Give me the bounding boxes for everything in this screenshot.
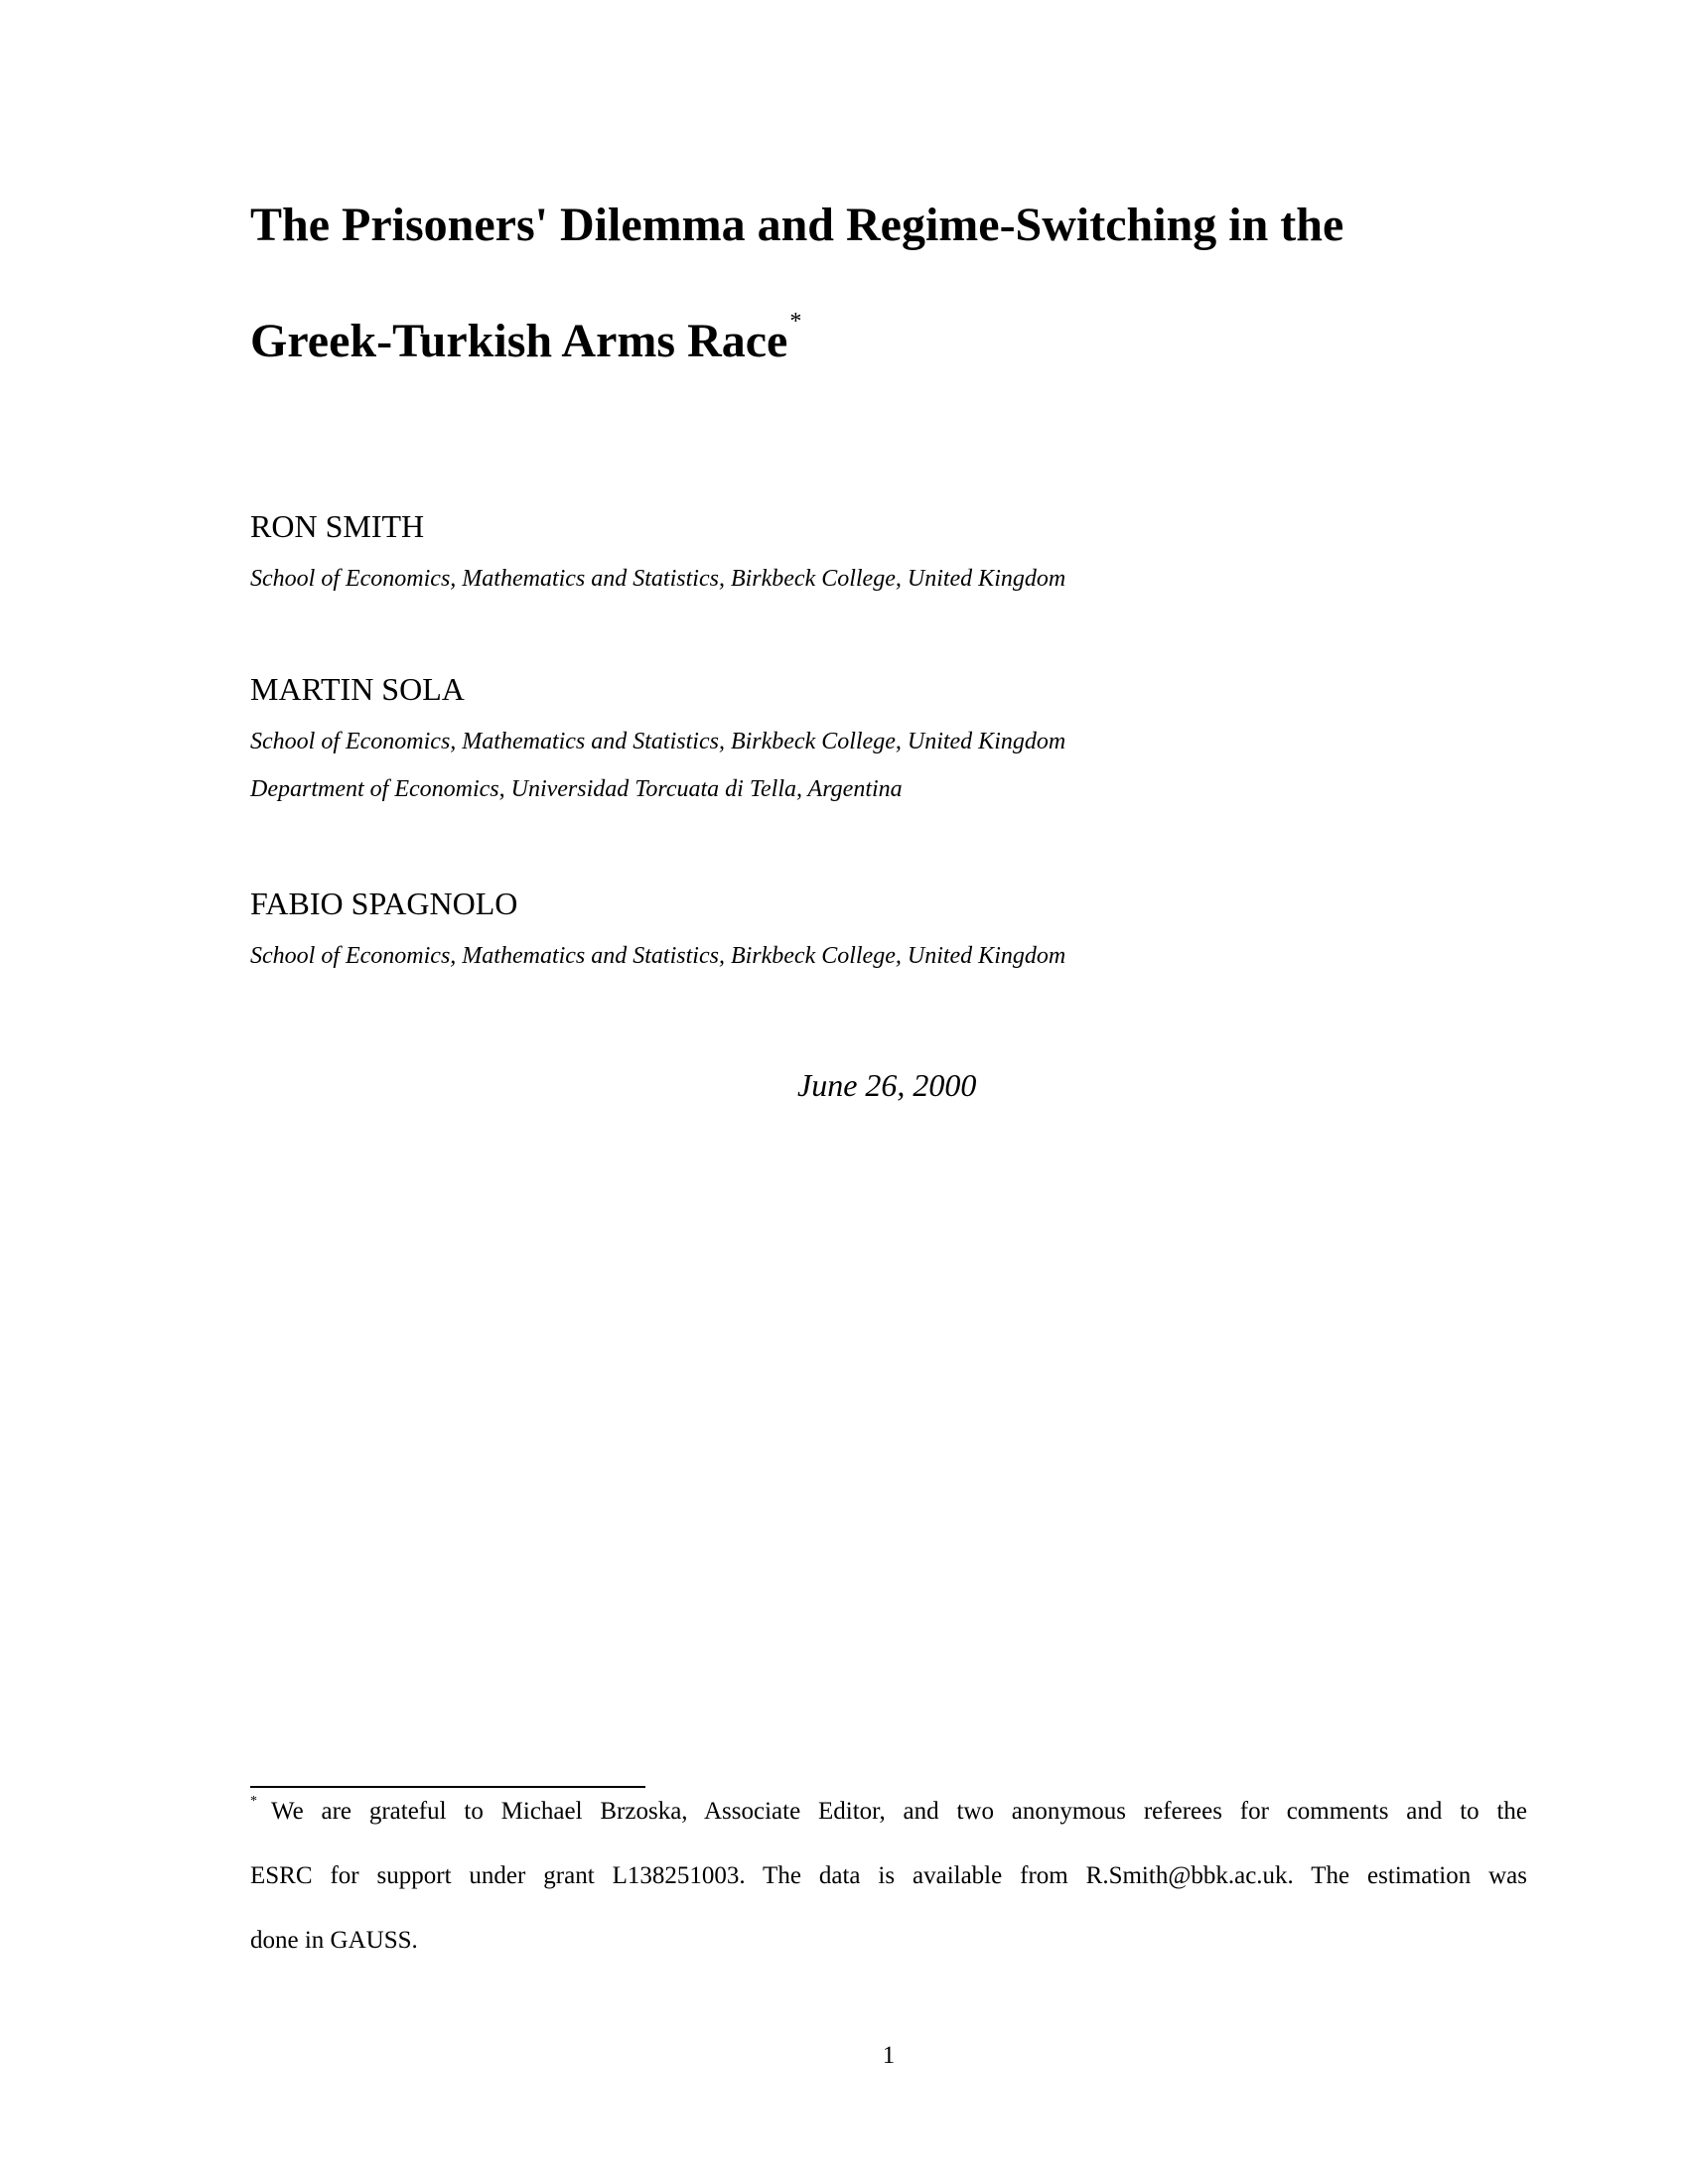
author-name-ron-smith: RON SMITH xyxy=(250,508,425,544)
title-line-2: Greek-Turkish Arms Race* xyxy=(250,309,802,367)
footnote-separator xyxy=(250,1786,645,1788)
author-name-martin-sola: MARTIN SOLA xyxy=(250,671,465,707)
publication-date: June 26, 2000 xyxy=(797,1067,977,1103)
footnote-line-1 xyxy=(250,1794,1527,1825)
footnote-line-3: done in GAUSS. xyxy=(250,1927,418,1954)
author-affiliation: School of Economics, Mathematics and Statistics, Birkbeck College, United Kingdom xyxy=(250,566,1066,592)
author-affiliation: Department of Economics, Universidad Torcuata di Tella, Argentina xyxy=(250,776,903,802)
footnote-marker: * xyxy=(250,1794,257,1809)
page-number: 1 xyxy=(882,2042,896,2069)
title-footnote-marker: * xyxy=(789,309,802,335)
footnote-text: We are grateful to Michael Brzoska, Associate Editor, and two anonymous referees for comments and to the xyxy=(271,1798,1527,1825)
author-affiliation: School of Economics, Mathematics and Statistics, Birkbeck College, United Kingdom xyxy=(250,729,1066,754)
author-affiliation: School of Economics, Mathematics and Statistics, Birkbeck College, United Kingdom xyxy=(250,943,1066,969)
author-name-fabio-spagnolo: FABIO SPAGNOLO xyxy=(250,886,518,921)
title-line-1: The Prisoners' Dilemma and Regime-Switching in the xyxy=(250,199,1344,251)
footnote-line-2: ESRC for support under grant L138251003. The data is available from R.Smith@bbk.ac.uk. The estimation was xyxy=(250,1862,1527,1889)
